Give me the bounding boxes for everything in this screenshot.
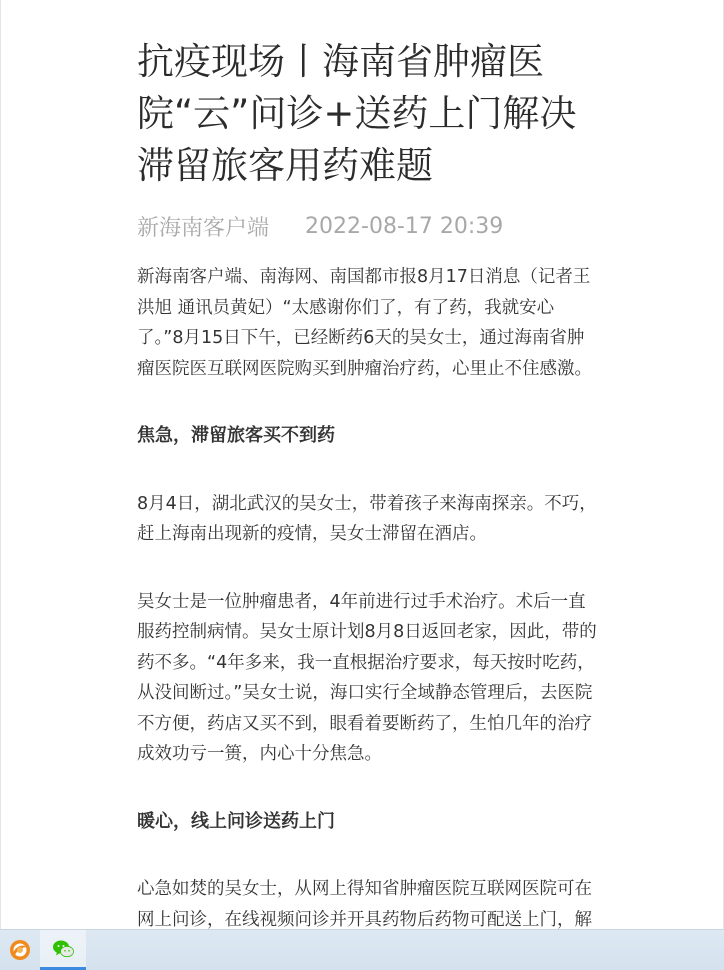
- article-datetime: 2022-08-17 20:39: [305, 213, 504, 239]
- taskbar-wechat-button[interactable]: [40, 930, 86, 970]
- article-subheading: 焦急，滞留旅客买不到药: [137, 425, 335, 446]
- article-source: 新海南客户端: [137, 215, 270, 241]
- article-paragraph: 心急如焚的吴女士，从网上得知省肿瘤医院互联网医院可在网上问诊，在线视频问诊并开具药物后药物可配送上门，解: [137, 879, 592, 930]
- wechat-icon: [51, 937, 75, 961]
- article-paragraph: 8月4日，湖北武汉的吴女士，带着孩子来海南探亲。不巧，赶上海南出现新的疫情，吴女士滞留在酒店。: [137, 493, 597, 544]
- article-body: [137, 262, 597, 966]
- taskbar-browser-button[interactable]: [0, 930, 40, 970]
- article-paragraph: 新海南客户端、南海网、南国都市报8月17日消息（记者王洪旭 通讯员黄妃）“太感谢你们了，有了药，我就安心了。”8月15日下午，已经断药6天的吴女士，通过海南省肿瘤医院医互联网医院购买到肿瘤治疗药，心里止不住感激。: [137, 267, 592, 379]
- taskbar: [0, 929, 724, 970]
- article-content: [137, 36, 597, 969]
- browser-icon: [8, 938, 32, 962]
- article-subheading: 暖心，线上问诊送药上门: [137, 810, 335, 832]
- article-paragraph: 吴女士是一位肿瘤患者，4年前进行过手术治疗。术后一直服药控制病情。吴女士原计划8月8日返回老家，因此，带的药不多。“4年多来，我一直根据治疗要求，每天按时吃药，从没间断过。”吴女士说，海口实行全域静态管理后，去医院不方便，药店又买不到，眼看着要断药了，生怕几年的治疗成效功亏一篑，内心十分焦急。: [137, 591, 597, 764]
- article-meta: [137, 210, 597, 242]
- article-title: 抗疫现场丨海南省肿瘤医院“云”问诊+送药上门解决滞留旅客用药难题: [137, 40, 577, 187]
